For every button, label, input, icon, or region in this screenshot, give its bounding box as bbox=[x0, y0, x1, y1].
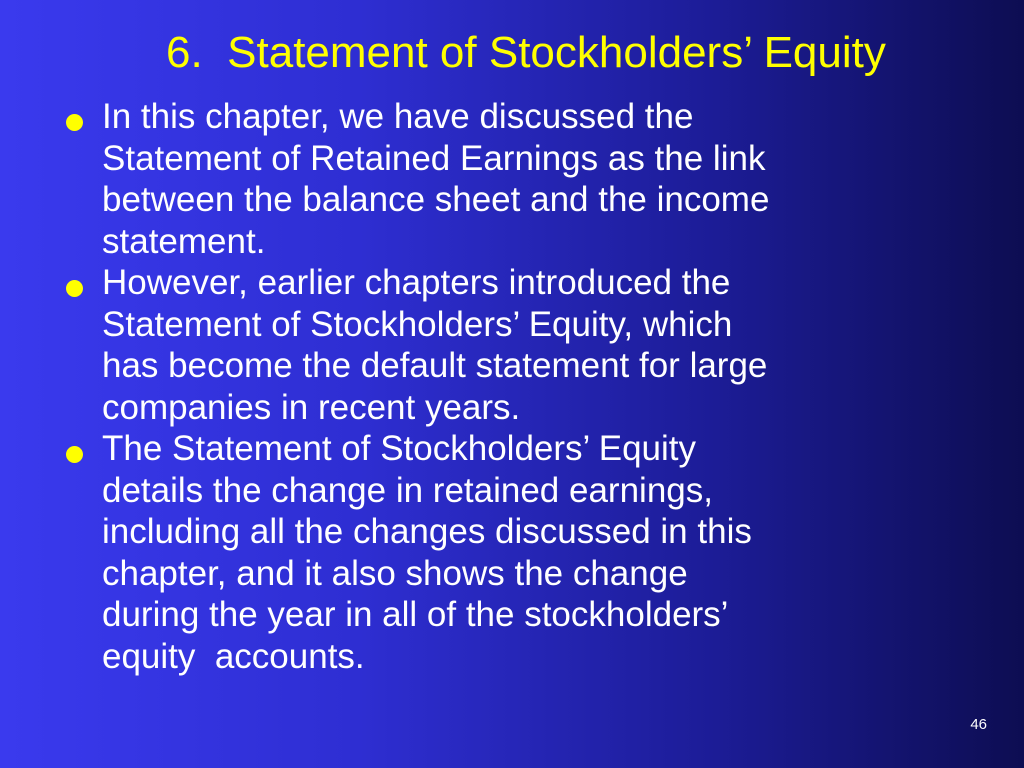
bullet-3-line-3: including all the changes discussed in this bbox=[102, 512, 752, 551]
slide-title: 6. Statement of Stockholders’ Equity bbox=[166, 28, 886, 77]
bullet-item-1 bbox=[60, 96, 1010, 262]
bullet-3-line-6: equity accounts. bbox=[102, 636, 365, 676]
bullet-3-line-1: The Statement of Stockholders’ Equity bbox=[102, 429, 697, 468]
bullet-3-line-2: details the change in retained earnings, bbox=[102, 470, 713, 510]
bullet-1-line-2: Statement of Retained Earnings as the link bbox=[102, 138, 766, 178]
bullet-item-3 bbox=[60, 428, 1010, 677]
bullet-2-line-2: Statement of Stockholders’ Equity, which bbox=[102, 304, 733, 344]
bullet-dot-icon bbox=[66, 114, 83, 131]
bullet-3-line-5: during the year in all of the stockholders’ bbox=[102, 595, 729, 634]
bullet-2-line-4: companies in recent years. bbox=[102, 387, 521, 427]
bullet-3-line-4: chapter, and it also shows the change bbox=[102, 553, 688, 593]
bullet-2-line-1: However, earlier chapters introduced the bbox=[102, 263, 731, 302]
bullet-item-2 bbox=[60, 262, 1010, 428]
bullet-1-line-3: between the balance sheet and the income bbox=[102, 180, 770, 219]
bullet-list bbox=[60, 96, 1010, 677]
bullet-dot-icon bbox=[66, 446, 83, 463]
bullet-dot-icon bbox=[66, 280, 83, 297]
bullet-1-line-4: statement. bbox=[102, 221, 266, 261]
bullet-2-line-3: has become the default statement for large bbox=[102, 346, 768, 385]
bullet-1-line-1: In this chapter, we have discussed the bbox=[102, 97, 694, 136]
page-number: 46 bbox=[970, 716, 987, 733]
